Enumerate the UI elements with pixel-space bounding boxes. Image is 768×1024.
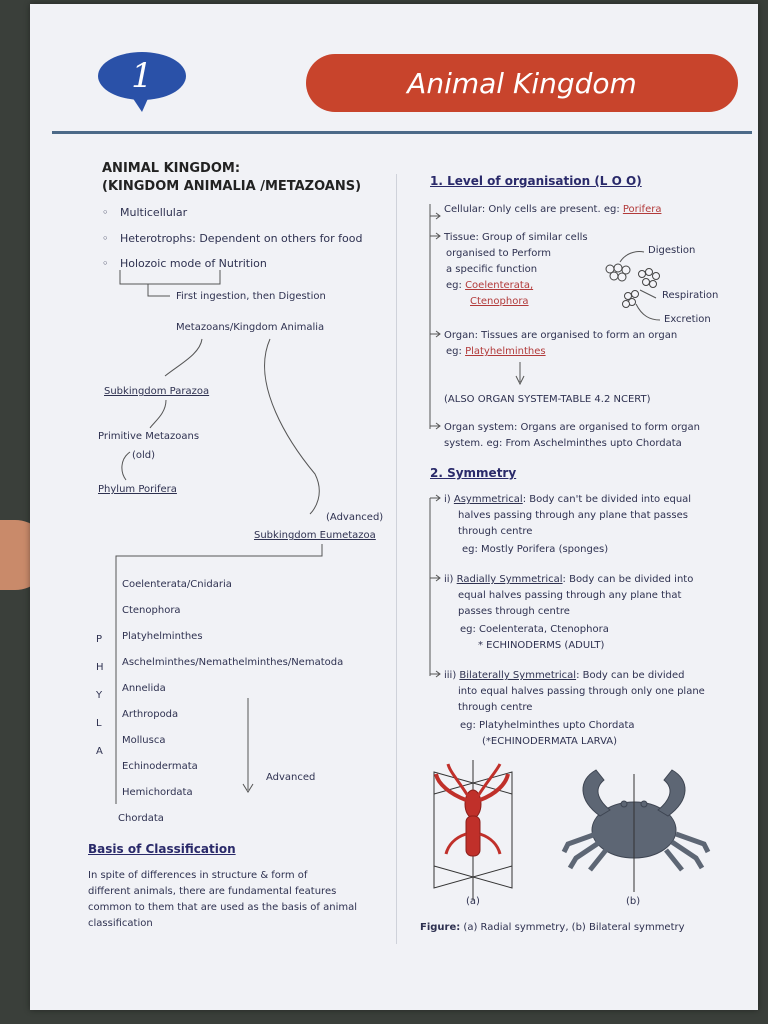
radial-line1: ii) Radially Symmetrical: Body can be divided into	[444, 574, 694, 585]
phylum-item: Echinodermata	[122, 761, 198, 772]
fn-digestion: Digestion	[648, 245, 696, 256]
radial-line: eg: Coelenterata, Ctenophora	[460, 624, 609, 635]
phylum-item: Aschelminthes/Nemathelminthes/Nematoda	[122, 657, 344, 668]
phylum-porifera: Phylum Porifera	[98, 484, 177, 495]
bullet-icon: ◦	[102, 257, 109, 270]
basis-text-line: common to them that are used as the basis of animal	[88, 902, 358, 913]
ingestion-note: First ingestion, then Digestion	[176, 291, 326, 302]
radial-line: equal halves passing through any plane that	[458, 590, 682, 601]
old-label: (old)	[132, 450, 156, 461]
phylum-item: Hemichordata	[122, 787, 193, 798]
fn-excretion: Excretion	[664, 314, 711, 325]
basis-text-line: different animals, there are fundamental features	[88, 886, 337, 897]
crab-icon	[564, 770, 708, 870]
basis-heading: Basis of Classification	[88, 842, 236, 856]
radial-line: * ECHINODERMS (ADULT)	[478, 640, 605, 651]
bullet-multicellular: Multicellular	[120, 206, 188, 219]
bilateral-line: eg: Platyhelminthes upto Chordata	[460, 720, 635, 731]
figure-caption: Figure: (a) Radial symmetry, (b) Bilateral symmetry	[420, 922, 685, 933]
phyla-letter: A	[96, 746, 103, 757]
bullet-holozoic: Holozoic mode of Nutrition	[120, 257, 267, 270]
phyla-letter: L	[96, 718, 102, 729]
phylum-item: Annelida	[122, 683, 166, 694]
phyla-letter: P	[96, 634, 103, 645]
bilateral-line: through centre	[458, 702, 533, 713]
radial-line: passes through centre	[458, 606, 570, 617]
tissue-line: organised to Perform	[446, 248, 552, 259]
phylum-item: Arthropoda	[122, 709, 179, 720]
bullet-heterotrophs: Heterotrophs: Dependent on others for food	[120, 232, 363, 245]
advanced-label: (Advanced)	[326, 512, 384, 523]
organ-system-line: system. eg: From Aschelminthes upto Chordata	[444, 438, 682, 449]
asym-line: eg: Mostly Porifera (sponges)	[462, 544, 609, 555]
phylum-item: Mollusca	[122, 735, 166, 746]
diagram-lines	[30, 4, 758, 1010]
figure-a-label: (a)	[466, 896, 480, 907]
tissue-eg: eg: Coelenterata,	[446, 280, 534, 291]
loo-heading: 1. Level of organisation (L O O)	[430, 174, 642, 188]
cellular-eg: Porifera	[622, 204, 662, 215]
advanced-arrow-label: Advanced	[266, 772, 316, 783]
phylum-item: Ctenophora	[122, 605, 181, 616]
heading-animal-kingdom: ANIMAL KINGDOM:	[102, 161, 241, 176]
basis-text-line: classification	[88, 918, 153, 929]
phylum-item: Platyhelminthes	[122, 631, 203, 642]
organ-line: Organ: Tissues are organised to form an organ	[444, 330, 678, 341]
chapter-title: Animal Kingdom	[407, 66, 637, 100]
basis-text-line: In spite of differences in structure & form of	[88, 870, 308, 881]
jellyfish-icon	[436, 764, 508, 856]
phylum-item: Chordata	[118, 813, 164, 824]
cellular-text: Cellular: Only cells are present. eg: Porifera	[444, 204, 662, 215]
bullet-icon: ◦	[102, 232, 109, 245]
phylum-item: Coelenterata/Cnidaria	[122, 579, 232, 590]
tissue-line: Tissue: Group of similar cells	[444, 232, 588, 243]
asym-line: halves passing through any plane that passes	[458, 510, 688, 521]
tissue-line: a specific function	[446, 264, 538, 275]
asym-line1: i) Asymmetrical: Body can't be divided into equal	[444, 494, 692, 505]
tree-root: Metazoans/Kingdom Animalia	[176, 322, 325, 333]
organ-system-line: Organ system: Organs are organised to form organ	[444, 422, 700, 433]
organ-system-table: (ALSO ORGAN SYSTEM-TABLE 4.2 NCERT)	[444, 394, 651, 405]
notebook-page	[30, 4, 758, 1010]
chapter-number: 1	[131, 56, 153, 96]
phyla-letter: H	[96, 662, 104, 673]
phyla-letter: Y	[96, 690, 103, 701]
organ-eg: eg: Platyhelminthes	[446, 346, 546, 357]
subkingdom-eumetazoa: Subkingdom Eumetazoa	[254, 530, 376, 541]
figure-b-label: (b)	[626, 896, 641, 907]
tissue-eg2: Ctenophora	[470, 296, 529, 307]
bilateral-line: into equal halves passing through only one plane	[458, 686, 705, 697]
fn-respiration: Respiration	[662, 290, 719, 301]
bullet-icon: ◦	[102, 206, 109, 219]
heading-kingdom-animalia: (KINGDOM ANIMALIA /METAZOANS)	[102, 179, 362, 194]
symmetry-heading: 2. Symmetry	[430, 466, 517, 480]
bilateral-line1: iii) Bilaterally Symmetrical: Body can be divided	[444, 670, 685, 681]
primitive-metazoans: Primitive Metazoans	[98, 431, 200, 442]
subkingdom-parazoa: Subkingdom Parazoa	[104, 386, 210, 397]
asym-line: through centre	[458, 526, 533, 537]
bilateral-line: (*ECHINODERMATA LARVA)	[482, 736, 618, 747]
